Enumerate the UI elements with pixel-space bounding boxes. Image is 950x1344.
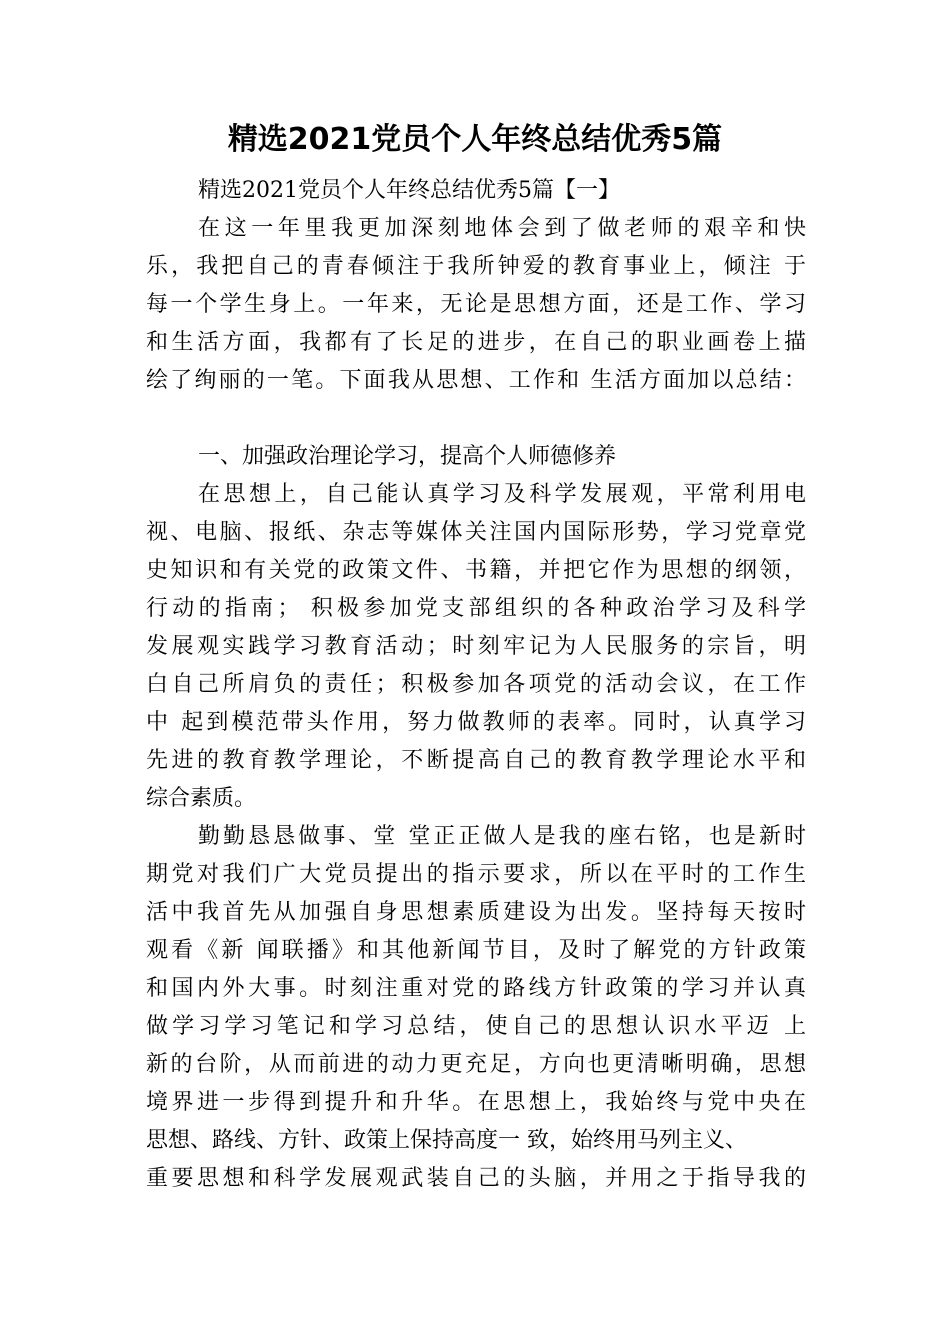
text-line-12: 白自己所肩负的责任；积极参加各项党的活动会议，在工作	[146, 672, 806, 697]
text-line-21: 做学习学习笔记和学习总结，使自己的思想认识水平迈 上	[146, 1014, 806, 1039]
text-line-5: 绘了绚丽的一笔。下面我从思想、工作和 生活方面加以总结：	[146, 368, 806, 393]
text-line-22: 新的台阶，从而前进的动力更充足，方向也更清晰明确，思想	[146, 1052, 806, 1077]
text-line-10: 行动的指南； 积极参加党支部组织的各种政治学习及科学	[146, 596, 806, 621]
section-heading: 一、加强政治理论学习，提高个人师德修养	[198, 444, 617, 469]
text-line-20: 和国内外大事。时刻注重对党的路线方针政策的学习并认真	[146, 976, 806, 1001]
text-line-14: 先进的教育教学理论，不断提高自己的教育教学理论水平和	[146, 748, 806, 773]
text-line-15: 综合素质。	[146, 786, 257, 811]
text-line-3: 每一个学生身上。一年来，无论是思想方面，还是工作、学习	[146, 292, 806, 317]
text-line-16: 勤勤恳恳做事、堂 堂正正做人是我的座右铭，也是新时	[198, 824, 806, 849]
subtitle: 精选2021党员个人年终总结优秀5篇【一】	[198, 178, 620, 203]
text-line-17: 期党对我们广大党员提出的指示要求，所以在平时的工作生	[146, 862, 806, 887]
text-line-7: 在思想上，自己能认真学习及科学发展观，平常利用电	[198, 482, 806, 507]
text-line-19: 观看《新 闻联播》和其他新闻节目，及时了解党的方针政策	[146, 938, 806, 963]
text-line-11: 发展观实践学习教育活动；时刻牢记为人民服务的宗旨，明	[146, 634, 806, 659]
text-line-23: 境界进一步得到提升和升华。在思想上，我始终与党中央在	[146, 1090, 806, 1115]
text-line-24: 思想、路线、方针、政策上保持高度一 致，始终用马列主义、	[146, 1128, 747, 1153]
text-line-9: 史知识和有关党的政策文件、书籍，并把它作为思想的纲领，	[146, 558, 806, 583]
text-line-18: 活中我首先从加强自身思想素质建设为出发。坚持每天按时	[146, 900, 806, 925]
text-line-25: 重要思想和科学发展观武装自己的头脑，并用之于指导我的	[146, 1166, 806, 1191]
text-line-4: 和生活方面，我都有了长足的进步，在自己的职业画卷上描	[146, 330, 806, 355]
text-line-2: 乐，我把自己的青春倾注于我所钟爱的教育事业上，倾注 于	[146, 254, 806, 279]
text-line-8: 视、电脑、报纸、杂志等媒体关注国内国际形势，学习党章党	[146, 520, 806, 545]
text-line-1: 在这一年里我更加深刻地体会到了做老师的艰辛和快	[198, 216, 806, 241]
document-title: 精选2021党员个人年终总结优秀5篇	[227, 122, 723, 157]
text-line-13: 中 起到模范带头作用，努力做教师的表率。同时，认真学习	[146, 710, 806, 735]
